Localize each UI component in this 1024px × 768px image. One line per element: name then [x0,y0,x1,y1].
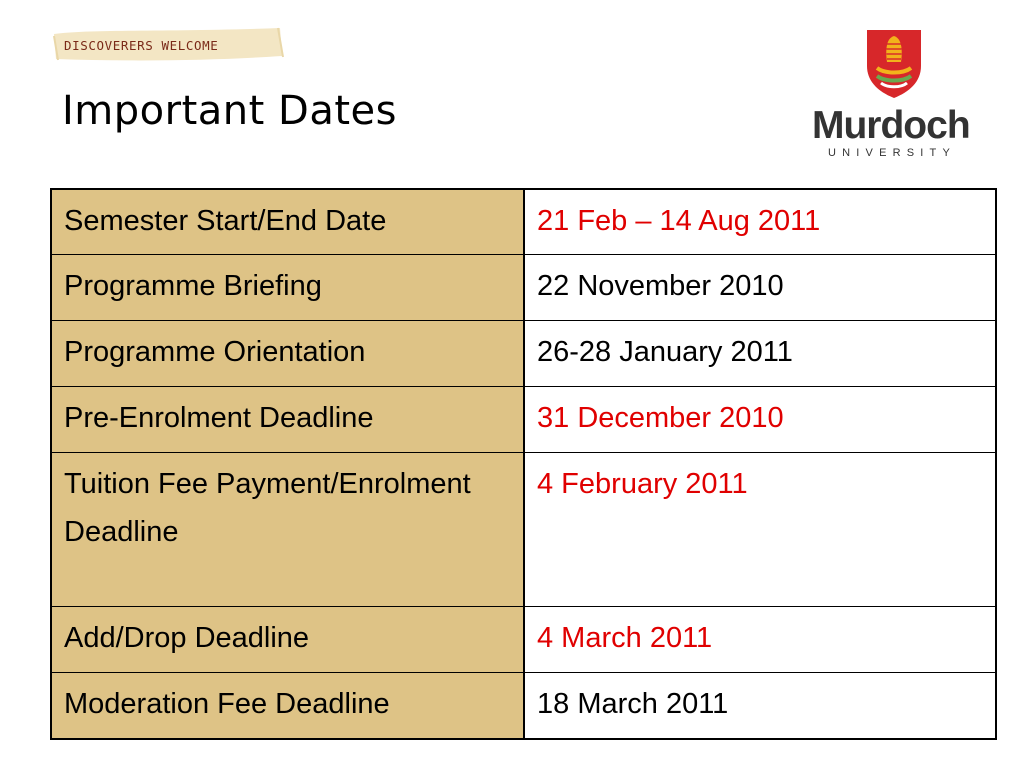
table-row [51,453,996,607]
date-value: 26-28 January 2011 [524,321,996,387]
banner-text: DISCOVERERS WELCOME [64,38,219,53]
page-title: Important Dates [62,88,397,134]
crest-icon [863,28,925,100]
table-row [51,255,996,321]
date-label: Tuition Fee Payment/Enrolment Deadline [51,453,524,607]
date-label: Programme Orientation [51,321,524,387]
discoverers-welcome-banner [52,26,284,64]
murdoch-university-logo [808,28,980,163]
date-label: Semester Start/End Date [51,189,524,255]
table-row [51,607,996,673]
date-label: Programme Briefing [51,255,524,321]
logo-name: Murdoch [812,104,970,147]
date-label: Moderation Fee Deadline [51,673,524,739]
date-value: 4 February 2011 [524,453,996,607]
date-value: 18 March 2011 [524,673,996,739]
date-label: Pre-Enrolment Deadline [51,387,524,453]
date-value: 21 Feb – 14 Aug 2011 [524,189,996,255]
date-value: 4 March 2011 [524,607,996,673]
logo-subtitle: UNIVERSITY [828,147,957,159]
important-dates-table [50,188,997,740]
table-row [51,321,996,387]
table-row [51,189,996,255]
table-row [51,673,996,739]
date-value: 22 November 2010 [524,255,996,321]
table-row [51,387,996,453]
date-label: Add/Drop Deadline [51,607,524,673]
date-value: 31 December 2010 [524,387,996,453]
